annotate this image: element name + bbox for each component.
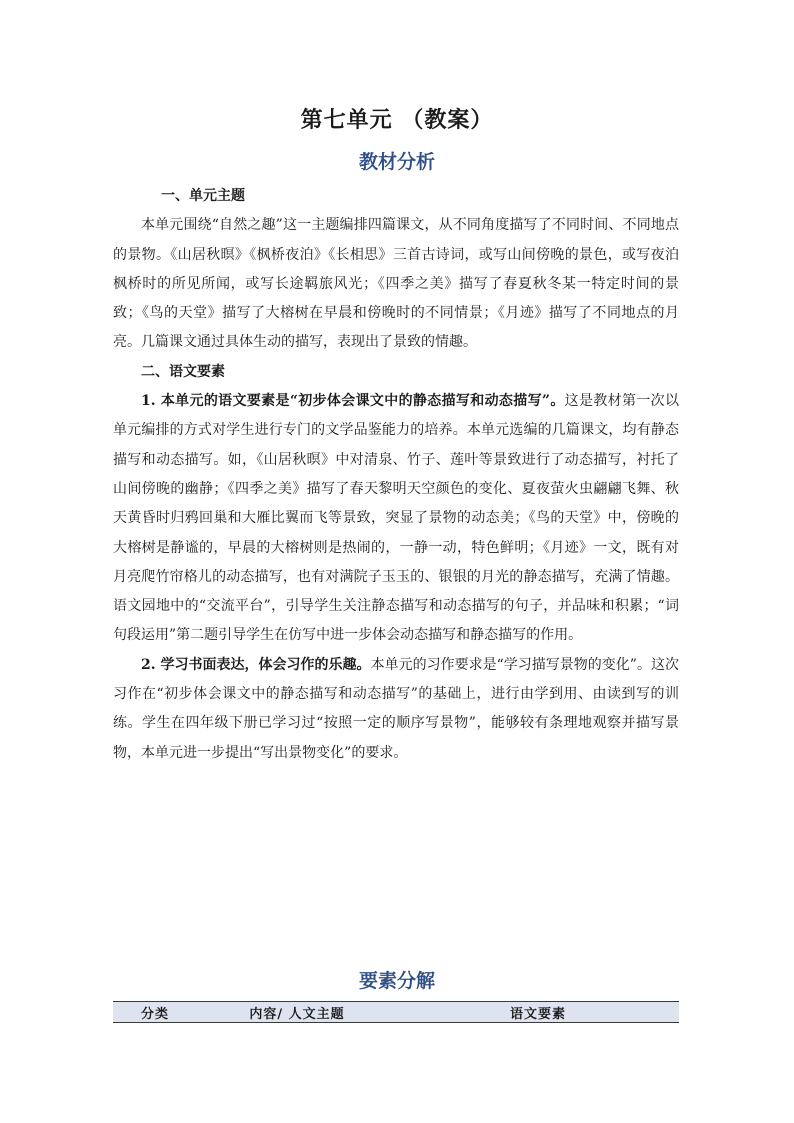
- table-header-content: 内容/ 人文主题: [197, 1002, 397, 1023]
- section-heading-element-breakdown: 要素分解: [358, 970, 435, 992]
- point-1-lead: 1. 本单元的语文要素是“初步体会课文中的静态描写和动态描写”。: [141, 393, 565, 410]
- point-2-text: 本单元的习作要求是“学习描写景物的变化”。这次习作在“初步体会课文中的静态描写和动态描写”的基础上，进行由学到用、由读到写的训练。学生在四年级下册已学习过“按照一定的顺序写景物”，能够较有条理地观察并描写景物，本单元进一步提出“写出景物变化”的要求。: [113, 656, 679, 761]
- paragraph-unit-theme: 本单元围绕“自然之趣”这一主题编排四篇课文，从不同角度描写了不同时间、不同地点的景物。《山居秋暝》《枫桥夜泊》《长相思》三首古诗词，或写山间傍晚的景色，或写夜泊枫桥时的所见所闻，或写长途羁旅风光；《四季之美》描写了春夏秋冬某一特定时间的景致；《鸟的天堂》描写了大榕树在早晨和傍晚时的不同情景；《月迹》描写了不同地点的月亮。几篇课文通过具体生动的描写，表现出了景致的情趣。: [113, 217, 679, 351]
- point-1-text: 这是教材第一次以单元编排的方式对学生进行专门的文学品鉴能力的培养。本单元选编的几篇课文，均有静态描写和动态描写。如，《山居秋暝》中对清泉、竹子、莲叶等景致进行了动态描写，衬托了山间傍晚的幽静；《四季之美》描写了春天黎明天空颜色的变化、夏夜萤火虫翩翩飞舞、秋天黄昏时归鸦回巢和大雁比翼而飞等景致，突显了景物的动态美；《鸟的天堂》中，傍晚的大榕树是静谧的，早晨的大榕树则是热闹的，一静一动，特色鲜明；《月迹》一文，既有对月亮爬竹帘格儿的动态描写，也有对满院子玉玉的、银银的月光的静态描写，充满了情趣。语文园地中的“交流平台”，引导学生关注静态描写和动态描写的句子，并品味和积累；“词句段运用”第二题引导学生在仿写中进一步体会动态描写和静态描写的作用。: [113, 393, 680, 644]
- table-header-category: 分类: [113, 1002, 197, 1023]
- document-subtitle: 教材分析: [358, 151, 435, 173]
- table-header-language-elements: 语文要素: [397, 1002, 679, 1023]
- element-breakdown-table: [113, 1001, 679, 1023]
- section-heading-language-elements: 二、语文要素: [141, 363, 225, 380]
- point-2-lead: 2. 学习书面表达，体会习作的乐趣。: [141, 656, 371, 673]
- section-heading-unit-theme: 一、单元主题: [161, 188, 245, 204]
- document-title: 第七单元 （教案）: [300, 107, 494, 133]
- table-header-row: [113, 1002, 679, 1023]
- paragraph-point-1: [113, 387, 679, 651]
- paragraph-point-2: [113, 651, 679, 768]
- document-body: [113, 182, 679, 768]
